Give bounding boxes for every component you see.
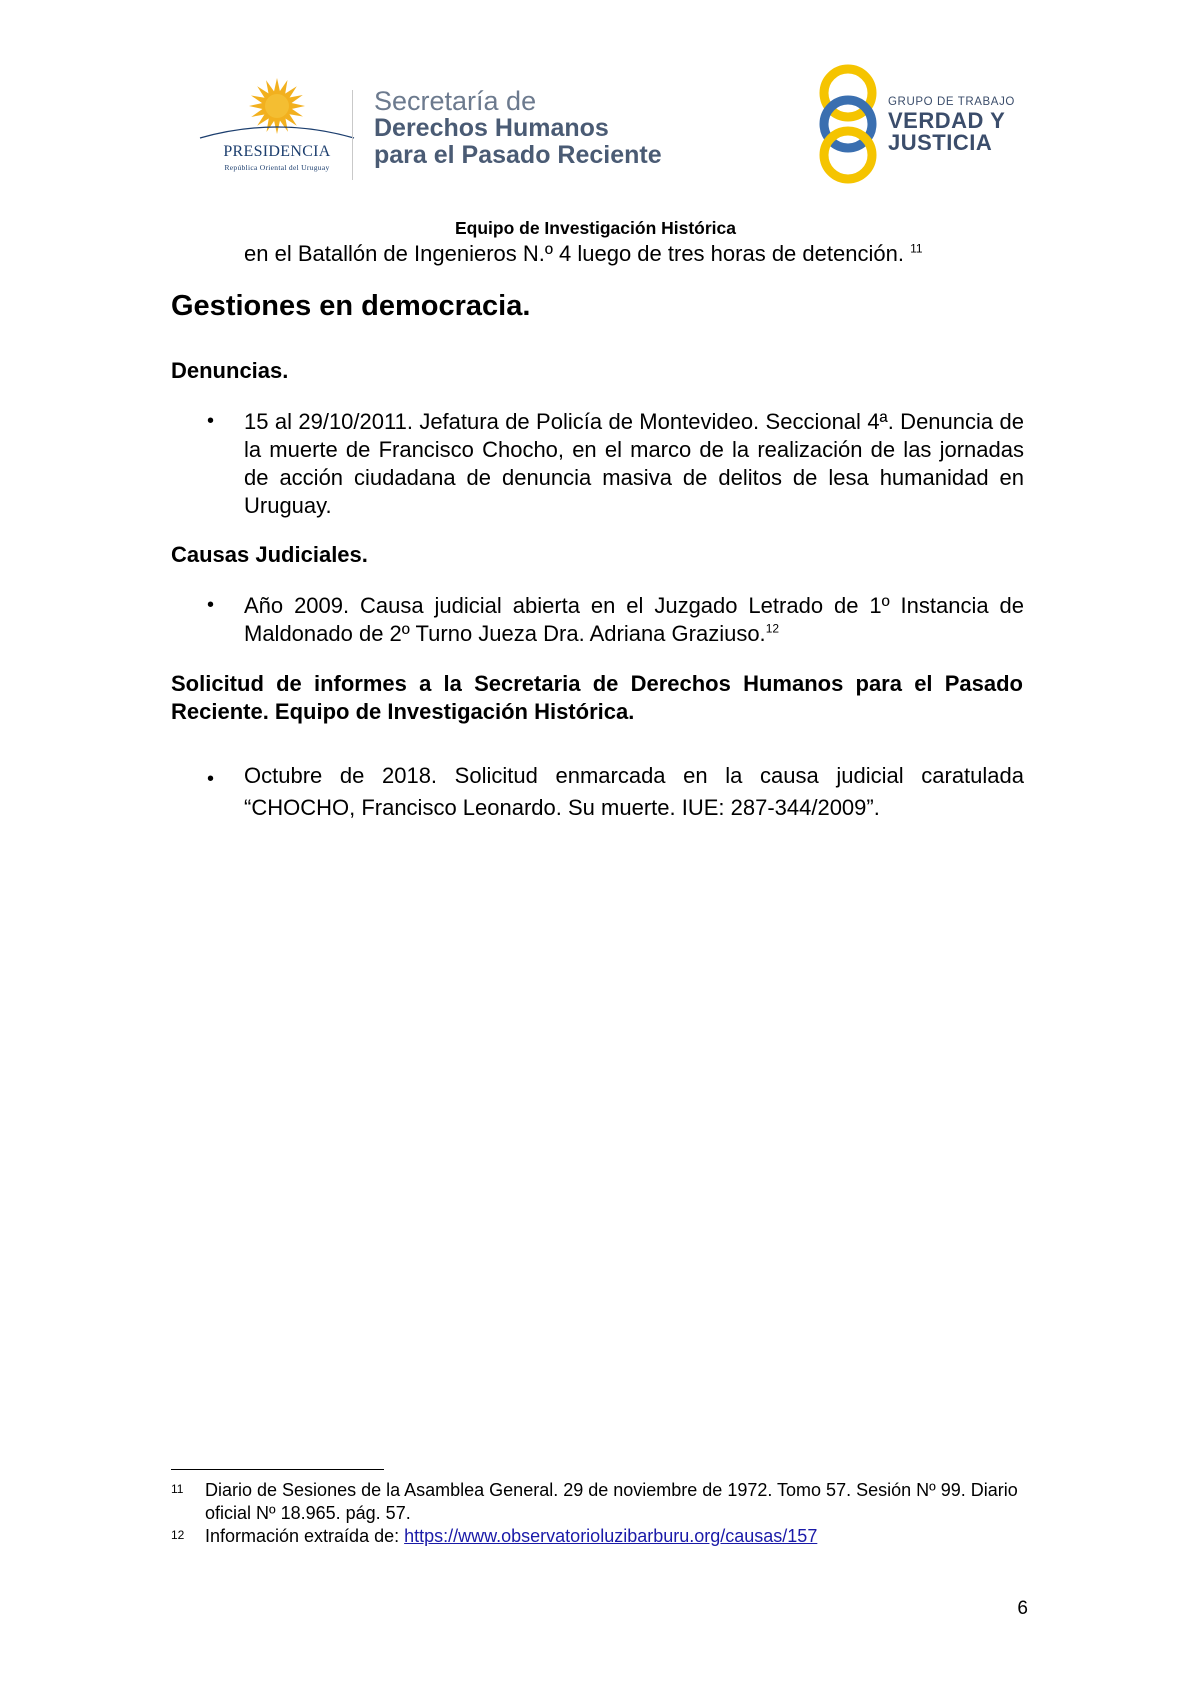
- footnote-link[interactable]: https://www.observatorioluzibarburu.org/causas/157: [404, 1526, 818, 1546]
- gtvj-line3: JUSTICIA: [888, 130, 993, 155]
- continuation-text: en el Batallón de Ingenieros N.º 4 luego de tres horas de detención.: [244, 241, 904, 266]
- secretaria-wordmark: [374, 88, 662, 169]
- causas-item: [244, 592, 1024, 648]
- presidencia-sub: República Oriental del Uruguay: [224, 163, 330, 172]
- subheading-denuncias: Denuncias.: [171, 358, 289, 383]
- gtvj-line1: GRUPO DE TRABAJO: [888, 96, 1015, 108]
- secretaria-line1: Secretaría de: [374, 86, 537, 116]
- causas-item-text: Año 2009. Causa judicial abierta en el Juzgado Letrado de 1º Instancia de Maldonado de 2º Turno Jueza Dra. Adriana Graziuso.: [244, 593, 1024, 646]
- continuation-paragraph: [244, 240, 1024, 268]
- footnote-ref-11: 11: [910, 241, 923, 256]
- logo-divider: [352, 90, 353, 180]
- bullet-dot: •: [207, 594, 215, 616]
- footnote-text: [205, 1525, 1027, 1548]
- subheading-solicitud: Solicitud de informes a la Secretaria de Derechos Humanos para el Pasado Reciente. Equipo de Investigación Histórica.: [171, 671, 1023, 724]
- bullet-dot: •: [207, 768, 215, 790]
- footnote-text-prefix: Información extraída de:: [205, 1526, 405, 1546]
- secretaria-line3: para el Pasado Reciente: [374, 141, 662, 169]
- section-title: Gestiones en democracia.: [171, 290, 531, 322]
- gtvj-wordmark: [888, 96, 1015, 154]
- gtvj-line2: VERDAD Y: [888, 108, 1006, 133]
- page-number: 6: [1017, 1598, 1028, 1619]
- bullet-dot: •: [207, 410, 215, 432]
- footnote-text: Diario de Sesiones de la Asamblea General. 29 de noviembre de 1972. Tomo 57. Sesión Nº 99. Diario oficial Nº 18.965. pág. 57.: [205, 1480, 1018, 1523]
- header-team-title: Equipo de Investigación Histórica: [454, 218, 737, 238]
- footnote-number: 11: [171, 1482, 184, 1496]
- secretaria-line2: Derechos Humanos: [374, 114, 609, 142]
- footnote-number: 12: [171, 1528, 185, 1542]
- denuncias-item: 15 al 29/10/2011. Jefatura de Policía de Montevideo. Seccional 4ª. Denuncia de la muerte de Francisco Chocho, en el marco de la realización de las jornadas de acción ciudadana de denuncia masiva de delitos de lesa humanidad en Uruguay.: [244, 409, 1024, 518]
- solicitud-item: Octubre de 2018. Solicitud enmarcada en la causa judicial caratulada “CHOCHO, Francisco Leonardo. Su muerte. IUE: 287-344/2009”.: [244, 763, 1024, 820]
- presidencia-label: PRESIDENCIA: [223, 143, 331, 160]
- footnote-separator: [171, 1469, 384, 1470]
- gtvj-rings-logo: [812, 63, 884, 185]
- subheading-causas: Causas Judiciales.: [171, 542, 368, 567]
- presidencia-wordmark: [196, 143, 358, 172]
- footnote-ref-12: 12: [765, 621, 780, 636]
